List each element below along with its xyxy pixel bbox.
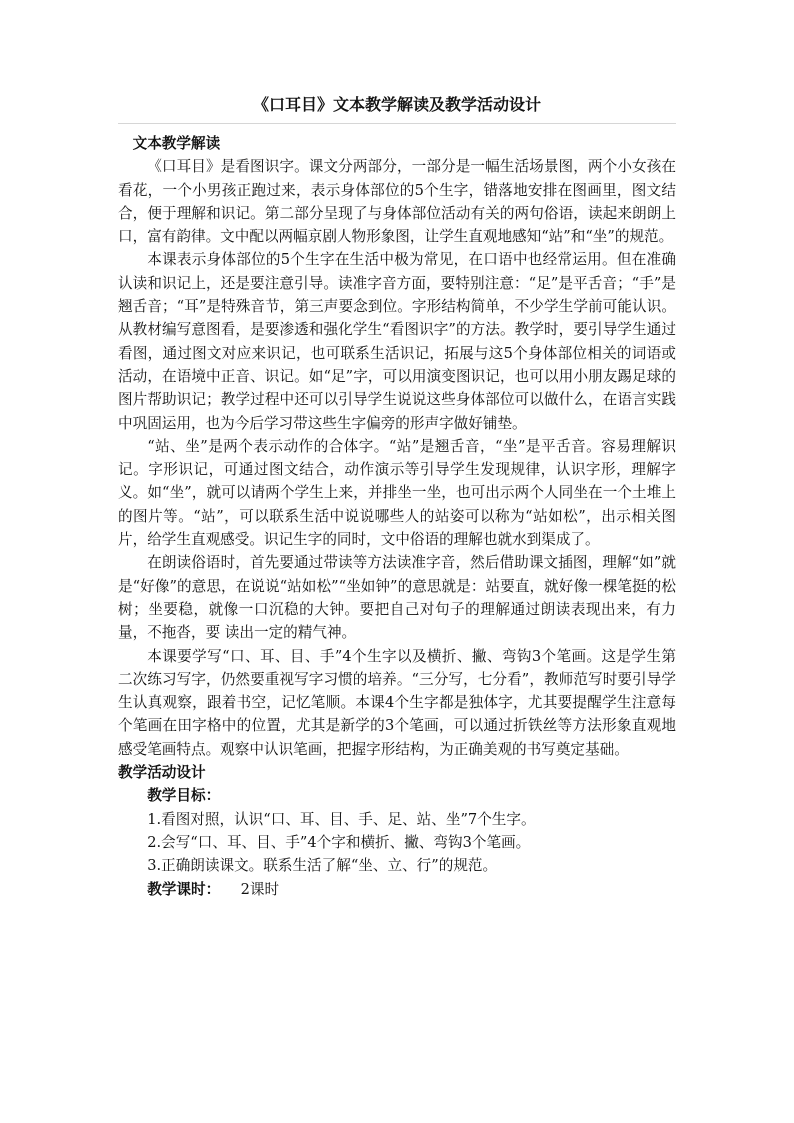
- teaching-goals-label: 教学目标：: [147, 787, 221, 805]
- paragraph-2: 本课表示身体部位的5个生字在生活中极为常见，在口语中也经常运用。但在准确认读和识记上，还是要注意引导。读准字音方面，要特别注意：“足”是平舌音；“手”是翘舌音；“耳”是特殊音节，第三声要念到位。字形结构简单，不少学生学前可能认识。从教材编写意图看，是要渗透和强化学生“看图识字”的方法。教学时，要引导学生通过看图，通过图文对应来识记，也可联系生活识记，拓展与这5个身体部位相关的词语或活动，在语境中正音、识记。如“足”字，可以用演变图识记，也可以用小朋友踢足球的图片帮助识记；教学过程中还可以引导学生说说这些身体部位可以做什么，在语言实践中巩固运用，也为今后学习带这些生字偏旁的形声字做好铺垫。: [118, 251, 676, 432]
- goal-item: 1.看图对照，认识“口、耳、目、手、足、站、坐”7个生字。: [147, 810, 536, 828]
- teaching-period-row: [118, 878, 676, 901]
- title-divider: [118, 123, 676, 124]
- document-title: 《口耳目》文本教学解读及教学活动设计: [252, 95, 541, 114]
- paragraph-3: “站、坐”是两个表示动作的合体字。“站”是翘舌音，“坐”是平舌音。容易理解识记。字形识记，可通过图文结合，动作演示等引导学生发现规律，认识字形，理解字义。如“坐”，就可以请两个学生上来，并排坐一坐，也可出示两个人同坐在一个土堆上的图片等。“站”，可以联系生活中说说哪些人的站姿可以称为“站如松”，出示相关图片，给学生直观感受。识记生字的同时，文中俗语的理解也就水到渠成了。: [118, 437, 676, 549]
- section-heading-activity-design: 教学活动设计: [118, 764, 206, 782]
- teaching-period-value: 2课时: [240, 880, 280, 898]
- section-heading-text-reading: 文本教学解读: [132, 135, 221, 152]
- paragraph-4: 在朗读俗语时，首先要通过带读等方法读准字音，然后借助课文插图，理解“如”就是“好像”的意思，在说说“站如松”“坐如钟”的意思就是：站要直，就好像一棵笔挺的松树；坐要稳，就像一口沉稳的大钟。要把自己对句子的理解通过朗读表现出来，有力量，不拖沓，要 读出一定的精气神。: [118, 554, 676, 642]
- teaching-period-label: 教学课时：: [147, 880, 221, 898]
- teaching-goals-list: [118, 808, 676, 878]
- paragraph-5: 本课要学写“口、耳、目、手”4个生字以及横折、撇、弯钩3个笔画。这是学生第二次练习写字，仍然要重视写字习惯的培养。“三分写，七分看”，教师范写时要引导学生认真观察，跟着书空，记忆笔顺。本课4个生字都是独体字，尤其要提醒学生注意每个笔画在田字格中的位置，尤其是新学的3个笔画，可以通过折铁丝等方法形象直观地感受笔画特点。观察中认识笔画，把握字形结构，为正确美观的书写奠定基础。: [118, 647, 676, 758]
- goal-item: 2.会写“口、耳、目、手”4个字和横折、撇、弯钩3个笔画。: [147, 833, 531, 851]
- document-body: [118, 132, 676, 901]
- goal-item: 3.正确朗读课文。联系生活了解“坐、立、行”的规范。: [147, 857, 498, 875]
- paragraph-1: 《口耳目》是看图识字。课文分两部分，一部分是一幅生活场景图，两个小女孩在看花，一个小男孩正跑过来，表示身体部位的5个生字，错落地安排在图画里，图文结合，便于理解和识记。第二部分呈现了与身体部位活动有关的两句俗语，读起来朗朗上口，富有韵律。文中配以两幅京剧人物形象图，让学生直观地感知“站”和“坐”的规范。: [118, 158, 676, 246]
